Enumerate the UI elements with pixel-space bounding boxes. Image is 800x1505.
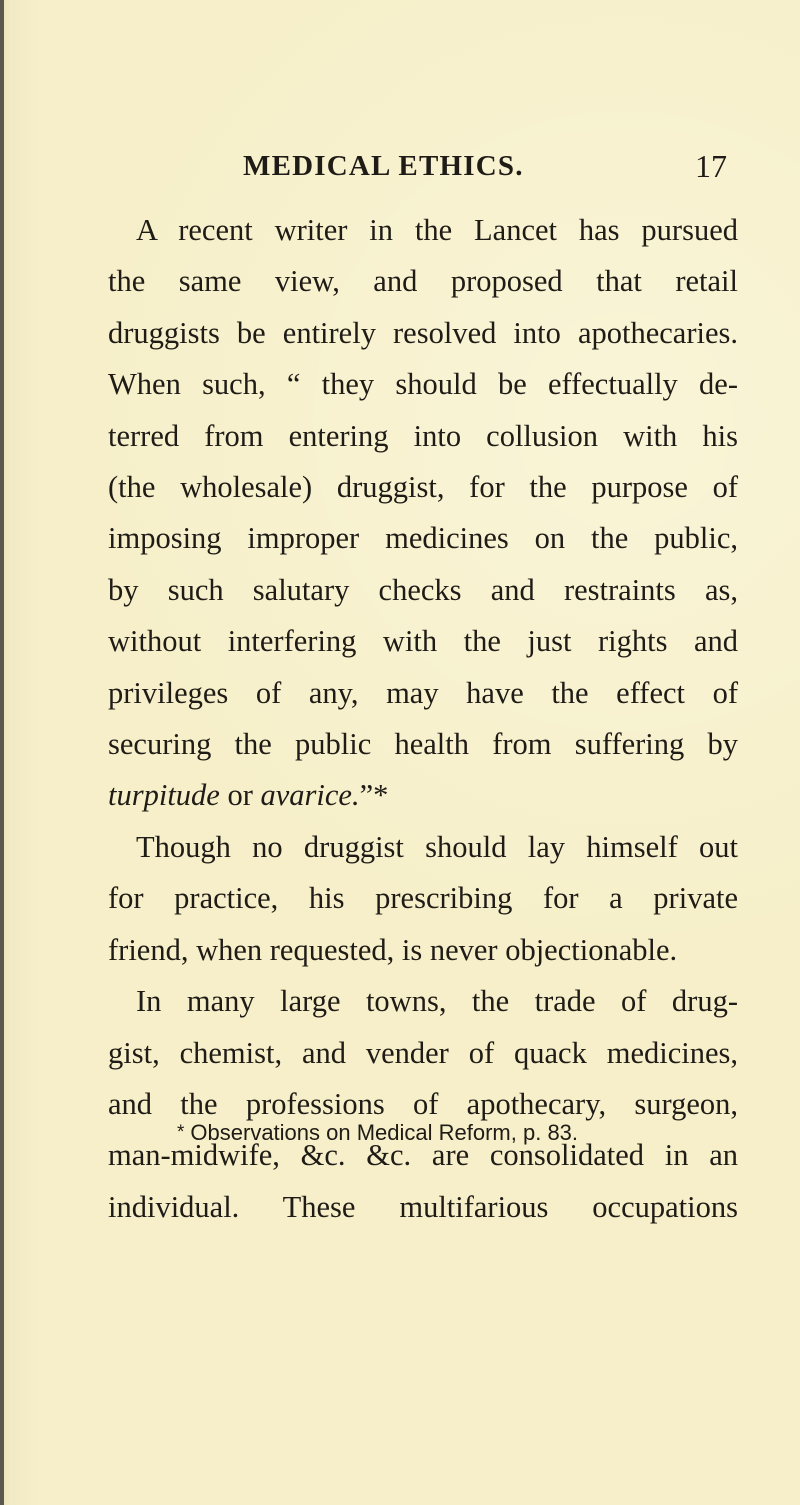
body-text — [108, 205, 738, 1233]
text-line: and the professions of apothecary, surgeon, — [108, 1086, 738, 1121]
page-header — [0, 146, 800, 186]
text-line: individual. These multifarious occupations — [108, 1189, 738, 1224]
text-line: In many large towns, the trade of drug- — [136, 984, 738, 1019]
text-line: Though no druggist should lay himself out — [136, 829, 738, 864]
plain-word: or — [219, 778, 261, 813]
text-line: imposing improper medicines on the public, — [108, 521, 738, 556]
page-number: 17 — [695, 148, 727, 184]
footnote-text: Observations on Medical Reform, p. 83. — [190, 1120, 579, 1145]
text-line: (the wholesale) druggist, for the purpose of — [108, 470, 738, 505]
italic-word: avarice. — [260, 778, 360, 813]
text-line: terred from entering into collusion with his — [108, 418, 738, 453]
text-line: without interfering with the just rights and — [108, 624, 738, 659]
footnote-reference: ”* — [359, 778, 389, 813]
italic-word: turpitude — [108, 778, 220, 813]
text-line: man-midwife, &c. &c. are consolidated in an — [108, 1138, 738, 1173]
page-binding-edge — [0, 0, 4, 1505]
running-title: MEDICAL ETHICS. — [243, 150, 524, 182]
text-line: by such salutary checks and restraints as, — [108, 572, 738, 607]
text-line: securing the public health from suffering by — [108, 727, 738, 762]
text-line: friend, when requested, is never objectionable. — [108, 932, 678, 967]
text-line: gist, chemist, and vender of quack medicines, — [108, 1035, 738, 1070]
text-line: privileges of any, may have the effect of — [108, 675, 738, 710]
footnote — [177, 1118, 697, 1148]
text-line: A recent writer in the Lancet has pursued — [136, 213, 738, 247]
footnote-mark: * — [177, 1122, 185, 1143]
text-line-quote-end — [108, 770, 738, 821]
text-line: When such, “ they should be effectually de- — [108, 367, 738, 402]
text-line: the same view, and proposed that retail — [108, 264, 738, 299]
text-line: for practice, his prescribing for a private — [108, 881, 738, 916]
text-line: druggists be entirely resolved into apothecaries. — [108, 315, 738, 350]
